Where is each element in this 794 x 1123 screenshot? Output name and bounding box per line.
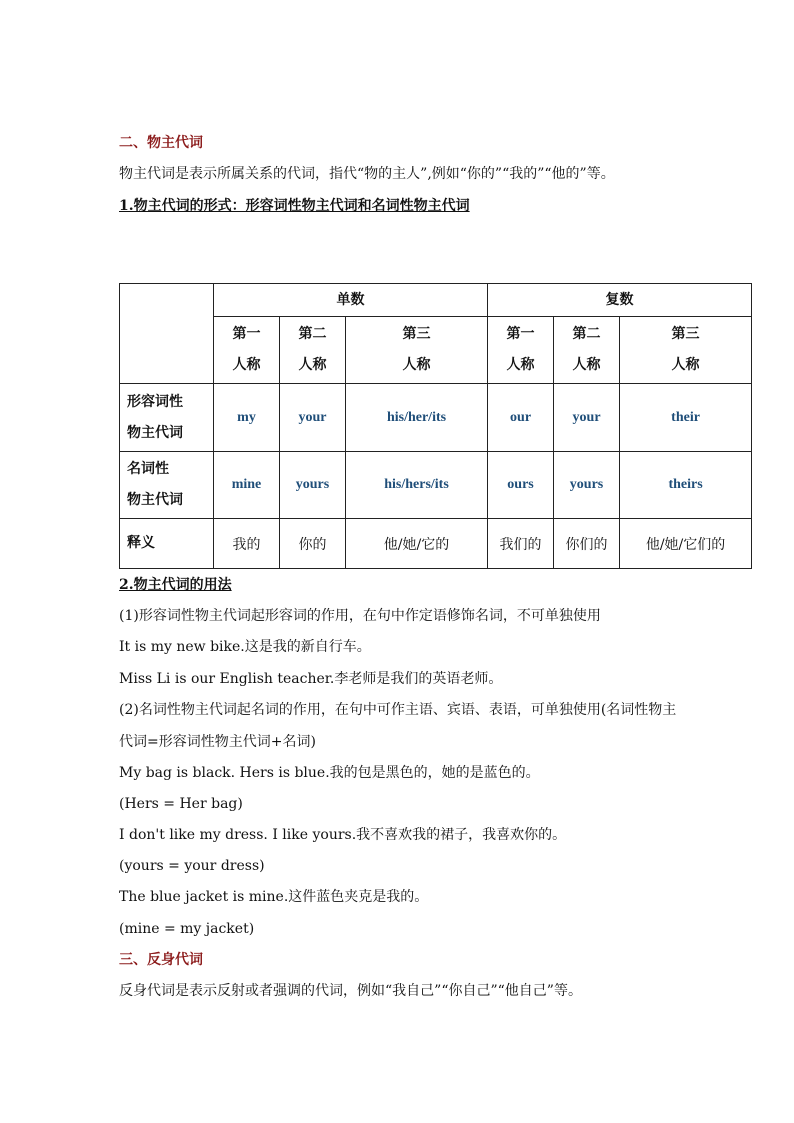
row-label-nominal: 名词性 物主代词 (120, 452, 214, 519)
table-cell: our (488, 384, 554, 452)
header-singular: 单数 (214, 284, 488, 317)
table-cell: 你们的 (554, 519, 620, 569)
header-person-3-plural: 第三 人称 (620, 317, 752, 384)
section-3-heading: 三、反身代词 (119, 952, 203, 968)
usage-line: (1)形容词性物主代词起形容词的作用，在句中作定语修饰名词，不可单独使用 (119, 608, 601, 624)
table-row (120, 452, 752, 519)
table-row (120, 384, 752, 452)
usage-line: The blue jacket is mine.这件蓝色夹克是我的。 (119, 889, 429, 905)
usage-line: My bag is black. Hers is blue.我的包是黑色的，她的是蓝色的。 (119, 765, 540, 781)
section-3-intro: 反身代词是表示反射或者强调的代词，例如“我自己”“你自己”“他自己”等。 (119, 983, 582, 999)
header-person-3-singular: 第三 人称 (346, 317, 488, 384)
section-2-heading: 二、物主代词 (119, 135, 203, 151)
usage-line: (yours = your dress) (119, 858, 265, 874)
table-cell: 他/她/它的 (346, 519, 488, 569)
table-cell: my (214, 384, 280, 452)
usage-line: (2)名词性物主代词起名词的作用，在句中可作主语、宾语、表语，可单独使用(名词性物主 (119, 702, 677, 718)
subheading-usage: 2.物主代词的用法 (119, 577, 232, 593)
header-plural: 复数 (488, 284, 752, 317)
table-cell: theirs (620, 452, 752, 519)
table-cell: yours (280, 452, 346, 519)
possessive-pronoun-table (119, 283, 752, 569)
table-cell: 他/她/它们的 (620, 519, 752, 569)
table-cell: yours (554, 452, 620, 519)
section-2-intro: 物主代词是表示所属关系的代词，指代“物的主人”,例如“你的”“我的”“他的”等。 (119, 166, 615, 182)
subheading-forms: 1.物主代词的形式：形容词性物主代词和名词性物主代词 (119, 198, 470, 214)
table-cell: mine (214, 452, 280, 519)
usage-line: Miss Li is our English teacher.李老师是我们的英语老师。 (119, 671, 503, 687)
usage-line: (Hers = Her bag) (119, 796, 243, 812)
usage-line: I don't like my dress. I like yours.我不喜欢我的裙子，我喜欢你的。 (119, 827, 567, 843)
header-person-1-singular: 第一 人称 (214, 317, 280, 384)
header-person-2-plural: 第二 人称 (554, 317, 620, 384)
table-cell: your (280, 384, 346, 452)
header-person-2-singular: 第二 人称 (280, 317, 346, 384)
row-label-meaning: 释义 (120, 519, 214, 569)
table-cell: 我们的 (488, 519, 554, 569)
row-label-adjectival: 形容词性 物主代词 (120, 384, 214, 452)
table-corner-cell (120, 284, 214, 384)
usage-line: 代词=形容词性物主代词+名词) (119, 734, 316, 750)
usage-line: (mine = my jacket) (119, 921, 255, 937)
table-cell: their (620, 384, 752, 452)
table-cell: 你的 (280, 519, 346, 569)
usage-line: It is my new bike.这是我的新自行车。 (119, 639, 371, 655)
table-cell: your (554, 384, 620, 452)
table-cell: ours (488, 452, 554, 519)
table-cell: his/her/its (346, 384, 488, 452)
table-row (120, 519, 752, 569)
header-person-1-plural: 第一 人称 (488, 317, 554, 384)
table-cell: 我的 (214, 519, 280, 569)
table-cell: his/hers/its (346, 452, 488, 519)
